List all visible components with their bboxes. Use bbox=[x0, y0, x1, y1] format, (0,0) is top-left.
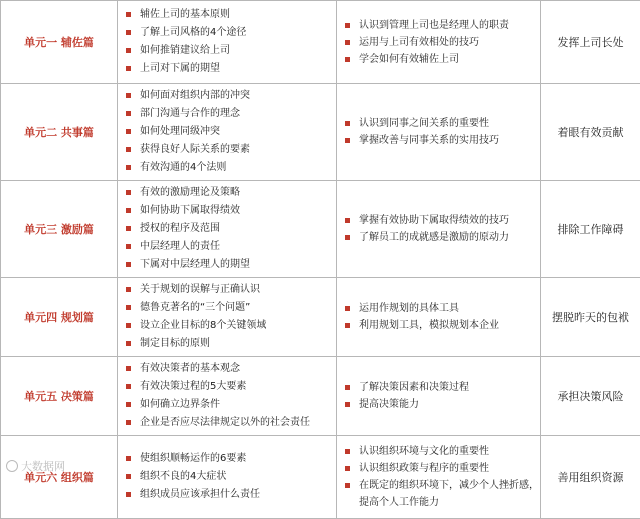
goal-text: 学会如何有效辅佐上司 bbox=[359, 51, 459, 68]
bullet-square-icon bbox=[345, 138, 350, 143]
bullet-square-icon bbox=[345, 57, 350, 62]
topic-text: 部门沟通与合作的理念 bbox=[140, 105, 240, 123]
topic-item bbox=[118, 123, 336, 141]
result-text: 发挥上司长处 bbox=[541, 1, 640, 84]
topic-item bbox=[118, 335, 336, 353]
goal-text: 在既定的组织环境下，减少个人挫折感，提高个人工作能力 bbox=[359, 477, 540, 511]
goal-text: 认识到管理上司也是经理人的职责 bbox=[359, 17, 509, 34]
bullet-square-icon bbox=[126, 147, 131, 152]
bullet-square-icon bbox=[126, 165, 131, 170]
goal-item bbox=[337, 379, 540, 396]
topic-text: 授权的程序及范围 bbox=[140, 220, 220, 238]
topic-text: 如何推销建议给上司 bbox=[140, 42, 230, 60]
topic-item bbox=[118, 486, 336, 504]
result-text: 善用组织资源 bbox=[541, 436, 640, 519]
table-body bbox=[1, 1, 640, 519]
topic-item bbox=[118, 184, 336, 202]
goal-item bbox=[337, 132, 540, 149]
goals-cell bbox=[337, 278, 541, 357]
bullet-square-icon bbox=[345, 40, 350, 45]
goal-item bbox=[337, 317, 540, 334]
unit-title: 单元三 激励篇 bbox=[1, 181, 118, 278]
unit-title: 单元四 规划篇 bbox=[1, 278, 118, 357]
watermark-text: 大数据网 bbox=[21, 460, 65, 473]
unit-title: 单元六 组织篇 bbox=[1, 436, 118, 519]
bullet-square-icon bbox=[126, 420, 131, 425]
bullet-square-icon bbox=[345, 218, 350, 223]
goal-item bbox=[337, 477, 540, 511]
topics-cell bbox=[118, 1, 337, 84]
topic-text: 获得良好人际关系的要素 bbox=[140, 141, 250, 159]
unit-title: 单元一 辅佐篇 bbox=[1, 1, 118, 84]
bullet-square-icon bbox=[345, 23, 350, 28]
bullet-square-icon bbox=[126, 208, 131, 213]
table-row bbox=[1, 181, 640, 278]
bullet-square-icon bbox=[126, 492, 131, 497]
goal-item bbox=[337, 34, 540, 51]
bullet-square-icon bbox=[126, 93, 131, 98]
goal-item bbox=[337, 460, 540, 477]
unit-title: 单元五 决策篇 bbox=[1, 357, 118, 436]
topic-text: 如何协助下属取得绩效 bbox=[140, 202, 240, 220]
watermark bbox=[6, 458, 65, 474]
topic-text: 辅佐上司的基本原则 bbox=[140, 6, 230, 24]
goal-text: 认识组织政策与程序的重要性 bbox=[359, 460, 489, 477]
topic-text: 上司对下属的期望 bbox=[140, 60, 220, 78]
topics-cell bbox=[118, 181, 337, 278]
goal-item bbox=[337, 212, 540, 229]
topic-text: 如何确立边界条件 bbox=[140, 396, 220, 414]
topic-text: 德鲁克著名的“三个问题” bbox=[140, 299, 250, 317]
bullet-square-icon bbox=[126, 287, 131, 292]
table-row bbox=[1, 278, 640, 357]
topic-item bbox=[118, 202, 336, 220]
bullet-square-icon bbox=[126, 402, 131, 407]
topic-item bbox=[118, 299, 336, 317]
topic-text: 组织成员应该承担什么责任 bbox=[140, 486, 260, 504]
bullet-square-icon bbox=[126, 244, 131, 249]
table-row bbox=[1, 1, 640, 84]
bullet-square-icon bbox=[345, 483, 350, 488]
goal-text: 认识到同事之间关系的重要性 bbox=[359, 115, 489, 132]
topic-item bbox=[118, 42, 336, 60]
bullet-square-icon bbox=[126, 226, 131, 231]
goal-item bbox=[337, 300, 540, 317]
goal-text: 运用作规划的具体工具 bbox=[359, 300, 459, 317]
goals-cell bbox=[337, 357, 541, 436]
goals-cell bbox=[337, 436, 541, 519]
result-text: 着眼有效贡献 bbox=[541, 84, 640, 181]
topic-item bbox=[118, 6, 336, 24]
topics-cell bbox=[118, 84, 337, 181]
goals-cell bbox=[337, 84, 541, 181]
goal-item bbox=[337, 229, 540, 246]
topic-text: 设立企业目标的8个关键领域 bbox=[140, 317, 266, 335]
topic-item bbox=[118, 159, 336, 177]
topic-text: 如何处理同级冲突 bbox=[140, 123, 220, 141]
topic-item bbox=[118, 220, 336, 238]
topic-item bbox=[118, 317, 336, 335]
goal-text: 提高决策能力 bbox=[359, 396, 419, 413]
goal-item bbox=[337, 17, 540, 34]
bullet-square-icon bbox=[345, 323, 350, 328]
goal-text: 了解决策因素和决策过程 bbox=[359, 379, 469, 396]
topic-text: 组织不良的4大症状 bbox=[140, 468, 226, 486]
topic-item bbox=[118, 141, 336, 159]
topic-text: 有效的激励理论及策略 bbox=[140, 184, 240, 202]
bullet-square-icon bbox=[345, 235, 350, 240]
topics-cell bbox=[118, 357, 337, 436]
bullet-square-icon bbox=[126, 305, 131, 310]
topic-item bbox=[118, 24, 336, 42]
topics-cell bbox=[118, 278, 337, 357]
goal-text: 了解员工的成就感是激励的原动力 bbox=[359, 229, 509, 246]
bullet-square-icon bbox=[126, 456, 131, 461]
bullet-square-icon bbox=[126, 66, 131, 71]
goal-text: 掌握有效协助下属取得绩效的技巧 bbox=[359, 212, 509, 229]
topic-item bbox=[118, 450, 336, 468]
table-row bbox=[1, 84, 640, 181]
topic-text: 有效决策者的基本观念 bbox=[140, 360, 240, 378]
goal-text: 认识组织环境与文化的重要性 bbox=[359, 443, 489, 460]
bullet-square-icon bbox=[345, 449, 350, 454]
bullet-square-icon bbox=[126, 12, 131, 17]
bullet-square-icon bbox=[126, 341, 131, 346]
goal-text: 掌握改善与同事关系的实用技巧 bbox=[359, 132, 499, 149]
bullet-square-icon bbox=[126, 366, 131, 371]
topic-item bbox=[118, 360, 336, 378]
bullet-square-icon bbox=[126, 190, 131, 195]
topic-text: 使组织顺畅运作的6要素 bbox=[140, 450, 246, 468]
watermark-logo-icon bbox=[6, 460, 18, 472]
topic-item bbox=[118, 281, 336, 299]
bullet-square-icon bbox=[126, 323, 131, 328]
goal-item bbox=[337, 115, 540, 132]
topics-cell bbox=[118, 436, 337, 519]
bullet-square-icon bbox=[126, 474, 131, 479]
topic-item bbox=[118, 238, 336, 256]
bullet-square-icon bbox=[126, 30, 131, 35]
goals-cell bbox=[337, 1, 541, 84]
topic-text: 企业是否应尽法律规定以外的社会责任 bbox=[140, 414, 310, 432]
topic-item bbox=[118, 256, 336, 274]
table-row bbox=[1, 436, 640, 519]
goal-item bbox=[337, 51, 540, 68]
bullet-square-icon bbox=[345, 466, 350, 471]
topic-item bbox=[118, 414, 336, 432]
bullet-square-icon bbox=[126, 384, 131, 389]
goal-text: 运用与上司有效相处的技巧 bbox=[359, 34, 479, 51]
unit-title: 单元二 共事篇 bbox=[1, 84, 118, 181]
result-text: 摆脱昨天的包袱 bbox=[541, 278, 640, 357]
topic-item bbox=[118, 87, 336, 105]
goals-cell bbox=[337, 181, 541, 278]
topic-text: 制定目标的原则 bbox=[140, 335, 210, 353]
topic-text: 有效决策过程的5大要素 bbox=[140, 378, 246, 396]
topic-item bbox=[118, 60, 336, 78]
result-text: 排除工作障碍 bbox=[541, 181, 640, 278]
goal-item bbox=[337, 396, 540, 413]
goal-text: 利用规划工具，模拟规划本企业 bbox=[359, 317, 499, 334]
topic-text: 了解上司风格的4个途径 bbox=[140, 24, 246, 42]
bullet-square-icon bbox=[126, 129, 131, 134]
bullet-square-icon bbox=[126, 111, 131, 116]
bullet-square-icon bbox=[345, 306, 350, 311]
bullet-square-icon bbox=[345, 121, 350, 126]
bullet-square-icon bbox=[126, 48, 131, 53]
topic-item bbox=[118, 468, 336, 486]
topic-text: 中层经理人的责任 bbox=[140, 238, 220, 256]
topic-text: 如何面对组织内部的冲突 bbox=[140, 87, 250, 105]
topic-text: 有效沟通的4个法则 bbox=[140, 159, 226, 177]
bullet-square-icon bbox=[126, 262, 131, 267]
topic-text: 关于规划的误解与正确认识 bbox=[140, 281, 260, 299]
result-text: 承担决策风险 bbox=[541, 357, 640, 436]
table-row bbox=[1, 357, 640, 436]
topic-item bbox=[118, 396, 336, 414]
bullet-square-icon bbox=[345, 385, 350, 390]
topic-text: 下属对中层经理人的期望 bbox=[140, 256, 250, 274]
topic-item bbox=[118, 105, 336, 123]
bullet-square-icon bbox=[345, 402, 350, 407]
topic-item bbox=[118, 378, 336, 396]
goal-item bbox=[337, 443, 540, 460]
